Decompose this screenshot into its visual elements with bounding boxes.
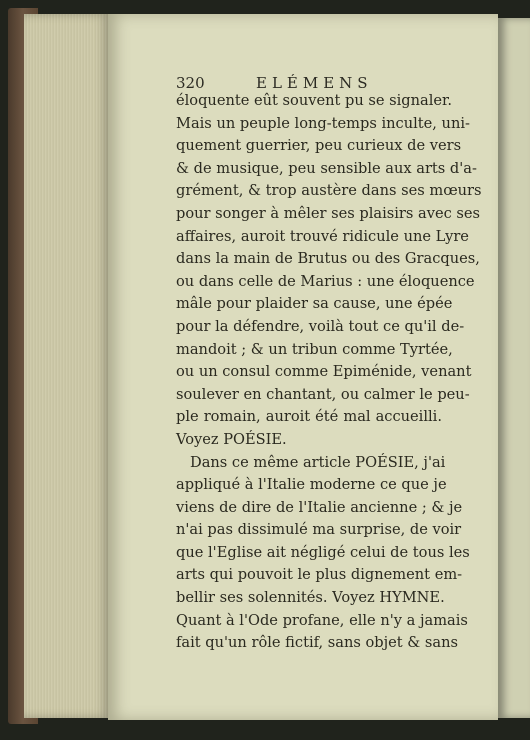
text-line: n'ai pas dissimulé ma surprise, de voir: [176, 521, 462, 539]
text-line: bellir ses solennités. Voyez HYMNE.: [176, 589, 445, 607]
text-line: dans la main de Brutus ou des Gracques,: [176, 250, 480, 268]
text-line: pour la défendre, voilà tout ce qu'il de-: [176, 317, 465, 335]
text-line: pour songer à mêler ses plaisirs avec ses: [176, 204, 481, 222]
text-line: fait qu'un rôle fictif, sans objet & sans: [176, 634, 458, 652]
text-line: mandoit ; & un tribun comme Tyrtée,: [176, 340, 453, 358]
text-line: Quant à l'Ode profane, elle n'y a jamais: [176, 611, 468, 629]
facing-page-edge: [498, 18, 530, 718]
text-line: grément, & trop austère dans ses mœurs: [176, 182, 482, 200]
text-line: que l'Eglise ait négligé celui de tous les: [176, 543, 470, 561]
text-line: & de musique, peu sensible aux arts d'a-: [176, 159, 477, 177]
page-edges: [24, 14, 110, 718]
text-line: Mais un peuple long-temps inculte, uni-: [176, 114, 470, 132]
text-line: éloquente eût souvent pu se signaler.: [176, 92, 453, 109]
text-line: affaires, auroit trouvé ridicule une Lyre: [176, 227, 469, 245]
text-line: soulever en chantant, ou calmer le peu-: [176, 385, 470, 403]
text-line: appliqué à l'Italie moderne ce que je: [176, 476, 447, 494]
text-line: viens de dire de l'Italie ancienne ; & je: [176, 498, 463, 516]
running-head: ELÉMENS: [256, 74, 373, 92]
body-text: [176, 90, 482, 655]
text-line: mâle pour plaider sa cause, une épée: [176, 295, 453, 313]
text-line: Dans ce même article POÉSIE, j'ai: [190, 453, 446, 471]
page-number: 320: [176, 74, 205, 92]
text-line: quement guerrier, peu curieux de vers: [176, 137, 462, 155]
text-line: ou dans celle de Marius : une éloquence: [176, 272, 475, 290]
text-line: ple romain, auroit été mal accueilli.: [176, 408, 442, 426]
text-line: Voyez POÉSIE.: [176, 430, 287, 448]
text-line: arts qui pouvoit le plus dignement em-: [176, 566, 463, 584]
text-line: ou un consul comme Epiménide, venant: [176, 363, 472, 381]
